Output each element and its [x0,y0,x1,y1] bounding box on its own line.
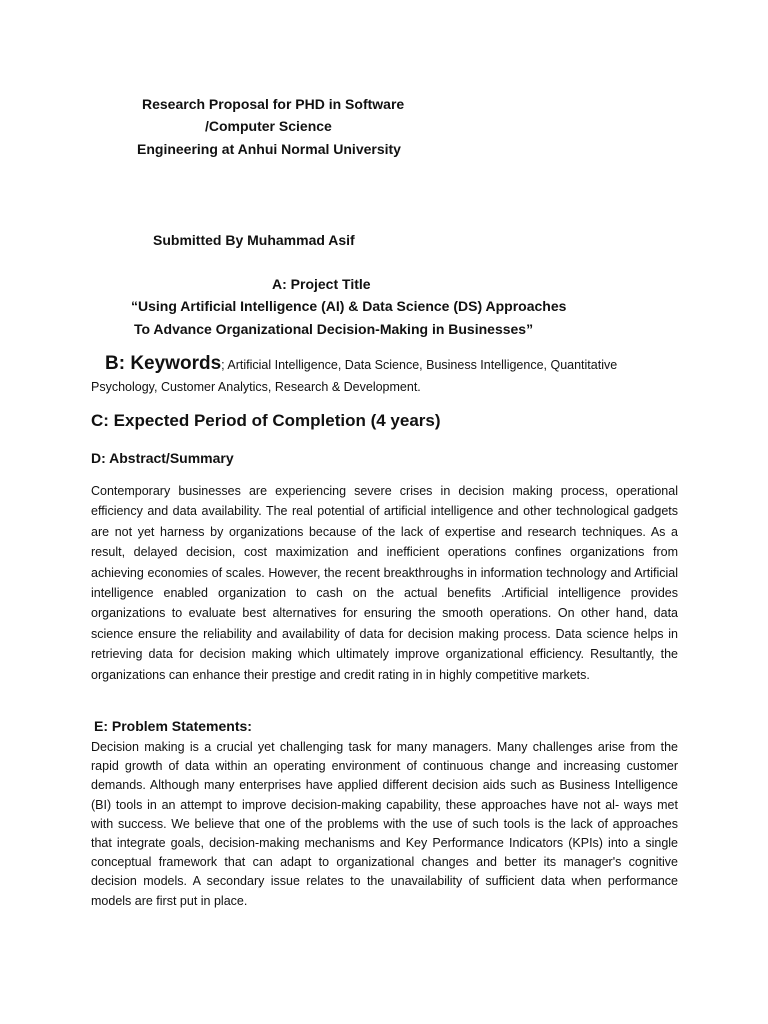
problem-statements-paragraph: Decision making is a crucial yet challenging task for many managers. Many challenges arise from the rapid growth of data within an operating environment of continuous change and increasing customer demands. Although many enterprises have applied different decision aids such as Business Intelligence (BI) tools in an attempt to improve decision-making capability, these approaches have not al- ways met with success. We believe that one of the problems with the use of such tools is the lack of approaches that integrate goals, decision-making mechanisms and Key Performance Indicators (KPIs) into a single conceptual framework that can adapt to organizational changes and better its manager's cognitive decision models. A secondary issue relates to the unavailability of sufficient data when performance models are first put in place. [91,740,678,908]
submitted-by: Submitted By Muhammad Asif [153,232,355,248]
project-title-line-1: “Using Artificial Intelligence (AI) & Data Science (DS) Approaches [131,298,567,314]
proposal-title-line-2: /Computer Science [205,118,332,134]
problem-statements-heading: E: Problem Statements: [94,718,252,734]
keywords-text: ; Artificial Intelligence, Data Science, Business Intelligence, Quantitative Psychology, Customer Analytics, Research & Development. [91,358,618,394]
proposal-title-line-1: Research Proposal for PHD in Software [142,96,405,112]
keywords-heading: B: Keywords [105,353,222,374]
abstract-paragraph: Contemporary businesses are experiencing severe crises in decision making process, operational efficiency and data availability. The real potential of artificial intelligence and other technological gadgets are not yet harness by organizations because of the lack of expertise and research techniques. As a result, delayed decision, cost maximization and inefficient operations confines organizations from achieving economies of scales. However, the recent breakthroughs in information technology and Artificial intelligence enabled organization to cash on the actual benefits .Artificial intelligence provides organizations to evaluate best alternatives for ensuring the smooth operations. On other hand, data science ensure the reliability and availability of data for decision making process. Data science helps in retrieving data for decision making which ultimately improve organizational efficiency. Resultantly, the organizations can enhance their prestige and credit rating in in highly competitive markets. [91,484,678,682]
completion-period-heading: C: Expected Period of Completion (4 years) [91,411,441,430]
abstract-heading: D: Abstract/Summary [91,450,234,466]
keywords-section [91,353,678,398]
project-title-label: A: Project Title [272,276,371,292]
project-title-line-2: To Advance Organizational Decision-Making in Businesses” [134,321,534,337]
proposal-title-line-3: Engineering at Anhui Normal University [137,141,401,157]
